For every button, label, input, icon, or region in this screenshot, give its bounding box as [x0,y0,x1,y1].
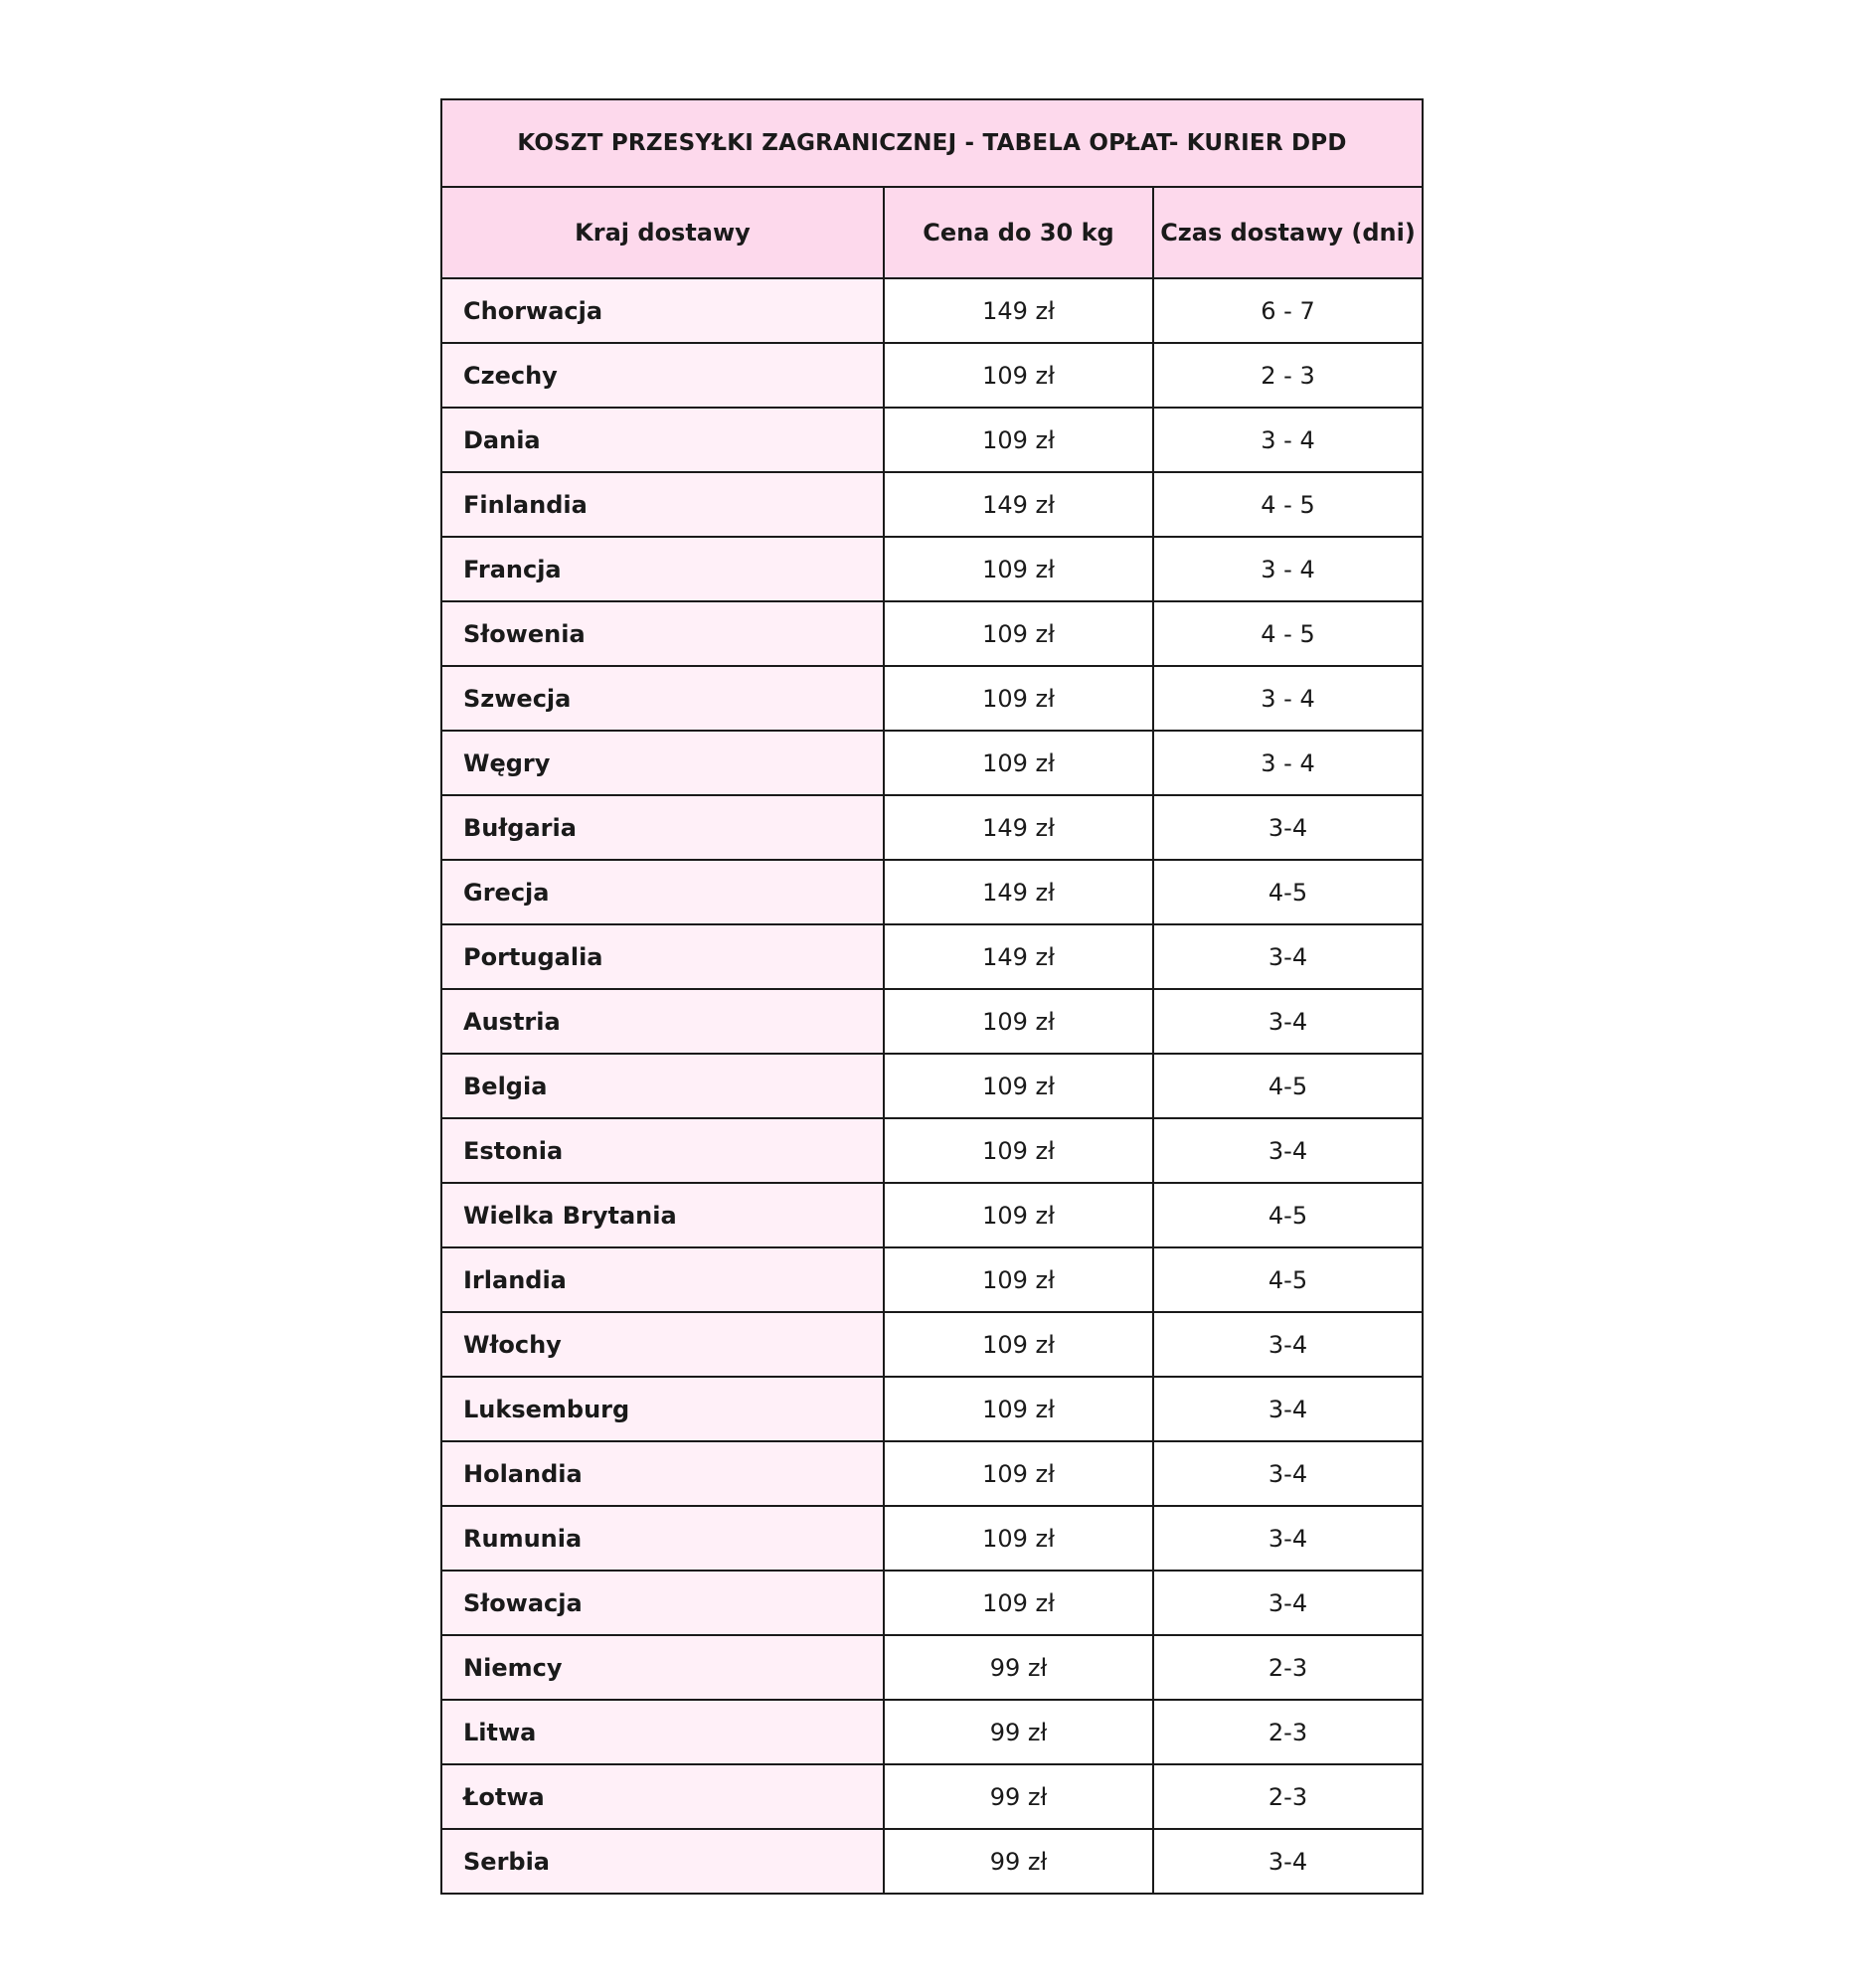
delivery-days-cell: 2-3 [1153,1700,1423,1764]
table-row [441,1118,1423,1183]
table-row [441,408,1423,472]
price-cell: 109 zł [884,601,1153,666]
delivery-days-cell: 3-4 [1153,1506,1423,1571]
table-row [441,1700,1423,1764]
table-row [441,1764,1423,1829]
country-cell: Czechy [441,343,884,408]
price-cell: 109 zł [884,343,1153,408]
delivery-days-cell: 3-4 [1153,1571,1423,1635]
price-cell: 109 zł [884,1118,1153,1183]
table-row [441,1571,1423,1635]
table-row [441,1441,1423,1506]
price-cell: 109 zł [884,731,1153,795]
table-row [441,924,1423,989]
price-cell: 99 zł [884,1764,1153,1829]
price-cell: 109 zł [884,989,1153,1054]
price-cell: 99 zł [884,1829,1153,1894]
price-cell: 149 zł [884,278,1153,343]
country-cell: Holandia [441,1441,884,1506]
country-cell: Niemcy [441,1635,884,1700]
table-title: KOSZT PRZESYŁKI ZAGRANICZNEJ - TABELA OPŁAT- KURIER DPD [441,99,1423,187]
delivery-days-cell: 4-5 [1153,1054,1423,1118]
country-cell: Włochy [441,1312,884,1377]
price-cell: 149 zł [884,924,1153,989]
delivery-days-cell: 4 - 5 [1153,601,1423,666]
country-cell: Estonia [441,1118,884,1183]
country-cell: Rumunia [441,1506,884,1571]
table-row [441,1635,1423,1700]
delivery-days-cell: 3 - 4 [1153,666,1423,731]
title-row [441,99,1423,187]
delivery-days-cell: 6 - 7 [1153,278,1423,343]
price-cell: 149 zł [884,860,1153,924]
table-row [441,537,1423,601]
table-row [441,343,1423,408]
table-row [441,601,1423,666]
country-cell: Grecja [441,860,884,924]
table-row [441,1506,1423,1571]
delivery-days-cell: 3-4 [1153,1312,1423,1377]
country-cell: Chorwacja [441,278,884,343]
delivery-days-cell: 3-4 [1153,989,1423,1054]
delivery-days-cell: 3-4 [1153,1441,1423,1506]
header-delivery-time: Czas dostawy (dni) [1153,187,1423,278]
country-cell: Bułgaria [441,795,884,860]
country-cell: Francja [441,537,884,601]
country-cell: Irlandia [441,1247,884,1312]
delivery-days-cell: 3 - 4 [1153,408,1423,472]
country-cell: Austria [441,989,884,1054]
table-row [441,472,1423,537]
delivery-days-cell: 4-5 [1153,1183,1423,1247]
table-row [441,1312,1423,1377]
delivery-days-cell: 3-4 [1153,1377,1423,1441]
price-cell: 109 zł [884,1506,1153,1571]
delivery-days-cell: 2-3 [1153,1764,1423,1829]
price-cell: 149 zł [884,472,1153,537]
table-row [441,795,1423,860]
delivery-days-cell: 3-4 [1153,1829,1423,1894]
price-cell: 109 zł [884,1054,1153,1118]
table-row [441,1829,1423,1894]
country-cell: Belgia [441,1054,884,1118]
delivery-days-cell: 4 - 5 [1153,472,1423,537]
delivery-days-cell: 3 - 4 [1153,537,1423,601]
delivery-days-cell: 3 - 4 [1153,731,1423,795]
table-row [441,1054,1423,1118]
table-row [441,989,1423,1054]
country-cell: Serbia [441,1829,884,1894]
country-cell: Finlandia [441,472,884,537]
country-cell: Łotwa [441,1764,884,1829]
country-cell: Słowacja [441,1571,884,1635]
country-cell: Wielka Brytania [441,1183,884,1247]
delivery-days-cell: 2 - 3 [1153,343,1423,408]
country-cell: Portugalia [441,924,884,989]
price-cell: 109 zł [884,1312,1153,1377]
delivery-days-cell: 4-5 [1153,860,1423,924]
country-cell: Luksemburg [441,1377,884,1441]
price-cell: 109 zł [884,1571,1153,1635]
country-cell: Węgry [441,731,884,795]
delivery-days-cell: 4-5 [1153,1247,1423,1312]
delivery-days-cell: 3-4 [1153,795,1423,860]
price-cell: 109 zł [884,1377,1153,1441]
price-cell: 109 zł [884,1441,1153,1506]
table-row [441,1247,1423,1312]
price-cell: 109 zł [884,1247,1153,1312]
table-row [441,1183,1423,1247]
header-price: Cena do 30 kg [884,187,1153,278]
country-cell: Litwa [441,1700,884,1764]
header-country: Kraj dostawy [441,187,884,278]
table-row [441,860,1423,924]
country-cell: Słowenia [441,601,884,666]
table-row [441,278,1423,343]
price-cell: 109 zł [884,1183,1153,1247]
header-row [441,187,1423,278]
price-cell: 149 zł [884,795,1153,860]
shipping-cost-table [440,98,1424,1895]
country-cell: Szwecja [441,666,884,731]
price-cell: 109 zł [884,666,1153,731]
delivery-days-cell: 3-4 [1153,924,1423,989]
delivery-days-cell: 3-4 [1153,1118,1423,1183]
delivery-days-cell: 2-3 [1153,1635,1423,1700]
table-row [441,666,1423,731]
price-cell: 109 zł [884,408,1153,472]
table-row [441,1377,1423,1441]
table-body [441,278,1423,1894]
price-cell: 99 zł [884,1635,1153,1700]
table-row [441,731,1423,795]
price-cell: 109 zł [884,537,1153,601]
price-cell: 99 zł [884,1700,1153,1764]
country-cell: Dania [441,408,884,472]
